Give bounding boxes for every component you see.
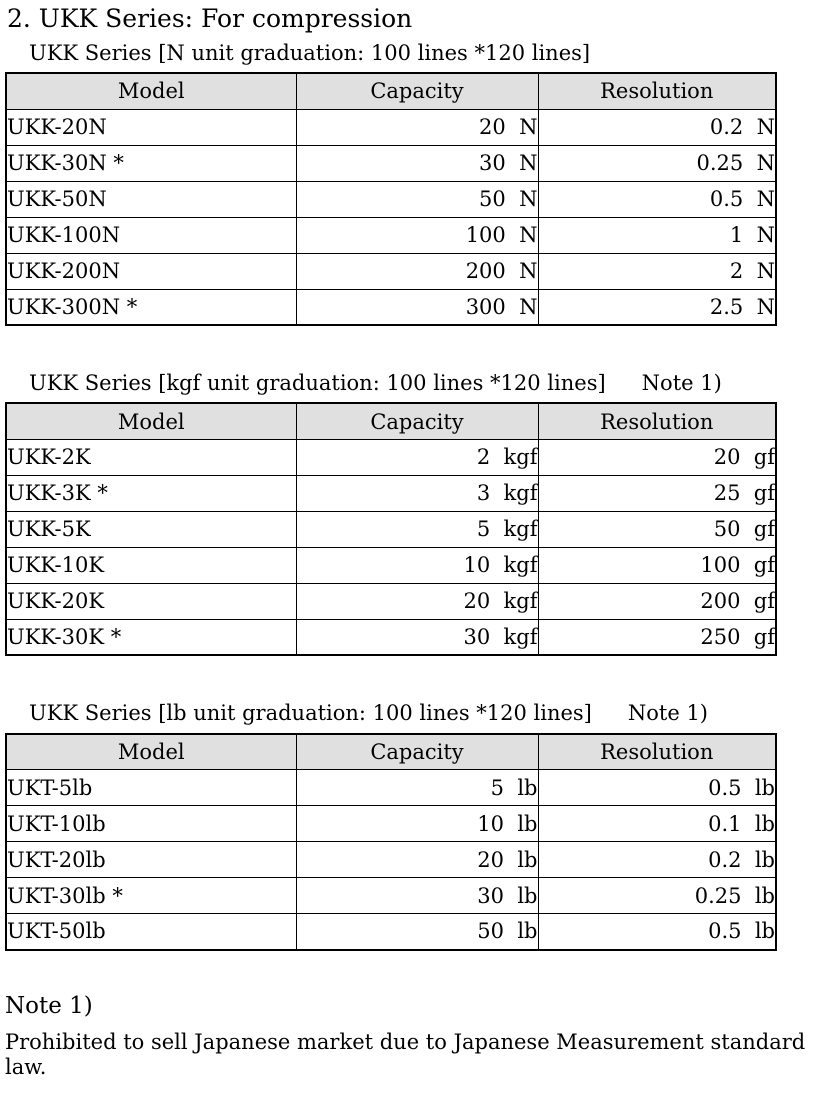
capacity-cell: 20 kgf [296,583,538,619]
capacity-cell: 100 N [296,217,538,253]
capacity-cell: 10 lb [296,806,538,842]
footnote-label: Note 1) [5,992,93,1019]
resolution-cell: 0.2 N [538,109,776,145]
capacity-cell: 30 lb [296,878,538,914]
model-cell: UKK-20N [6,109,296,145]
table-row [6,217,776,253]
column-header-capacity: Capacity [296,73,538,109]
capacity-cell: 50 lb [296,914,538,950]
table-row [6,770,776,806]
table-caption-n: UKK Series [N unit graduation: 100 lines *120 lines] [29,41,591,65]
footnote-text: Prohibited to sell Japanese market due to Japanese Measurement standard law. [5,1030,806,1080]
column-header-capacity: Capacity [296,403,538,439]
resolution-cell: 200 gf [538,583,776,619]
table-row [6,289,776,325]
table-row [6,842,776,878]
table-row [6,109,776,145]
column-header-resolution: Resolution [538,734,776,770]
resolution-cell: 0.5 N [538,181,776,217]
spec-table-lb-unit [5,733,777,951]
table-row [6,253,776,289]
resolution-cell: 50 gf [538,511,776,547]
model-cell: UKK-200N [6,253,296,289]
model-cell: UKK-5K [6,511,296,547]
table-header-row [6,403,776,439]
section-kgf-unit [5,371,807,656]
resolution-cell: 2.5 N [538,289,776,325]
spec-table-n-unit [5,72,777,326]
model-cell: UKK-3K * [6,475,296,511]
capacity-cell: 10 kgf [296,547,538,583]
capacity-cell: 30 N [296,145,538,181]
model-cell: UKT-30lb * [6,878,296,914]
table-caption-kgf: UKK Series [kgf unit graduation: 100 lines *120 lines] [29,371,606,396]
capacity-cell: 300 N [296,289,538,325]
model-cell: UKK-100N [6,217,296,253]
table-row [6,583,776,619]
model-cell: UKK-30N * [6,145,296,181]
model-cell: UKK-30K * [6,619,296,655]
capacity-cell: 50 N [296,181,538,217]
table-row [6,181,776,217]
resolution-cell: 0.5 lb [538,770,776,806]
column-header-model: Model [6,403,296,439]
resolution-cell: 250 gf [538,619,776,655]
table-caption-row-kgf [29,371,807,396]
column-header-resolution: Resolution [538,73,776,109]
table-header-row [6,73,776,109]
footnote [5,993,807,1081]
caption-note-ref-lb: Note 1) [627,701,709,726]
model-cell: UKK-2K [6,439,296,475]
model-cell: UKT-10lb [6,806,296,842]
resolution-cell: 0.2 lb [538,842,776,878]
table-row [6,547,776,583]
resolution-cell: 100 gf [538,547,776,583]
resolution-cell: 20 gf [538,439,776,475]
section-lb-unit [5,701,807,950]
resolution-cell: 0.5 lb [538,914,776,950]
resolution-cell: 0.1 lb [538,806,776,842]
capacity-cell: 5 lb [296,770,538,806]
spec-table-kgf-unit [5,402,777,656]
capacity-cell: 5 kgf [296,511,538,547]
model-cell: UKT-50lb [6,914,296,950]
table-caption-lb: UKK Series [lb unit graduation: 100 lines *120 lines] [29,701,592,726]
section-n-unit [5,41,807,326]
table-caption-row-lb [29,701,807,726]
column-header-resolution: Resolution [538,403,776,439]
table-caption-row-n [29,41,807,66]
resolution-cell: 25 gf [538,475,776,511]
resolution-cell: 2 N [538,253,776,289]
model-cell: UKT-5lb [6,770,296,806]
table-row [6,619,776,655]
table-header-row [6,734,776,770]
table-row [6,511,776,547]
resolution-cell: 0.25 lb [538,878,776,914]
capacity-cell: 2 kgf [296,439,538,475]
resolution-cell: 0.25 N [538,145,776,181]
model-cell: UKK-10K [6,547,296,583]
capacity-cell: 20 N [296,109,538,145]
table-row [6,878,776,914]
table-row [6,439,776,475]
table-row [6,806,776,842]
column-header-model: Model [6,734,296,770]
column-header-model: Model [6,73,296,109]
table-row [6,475,776,511]
model-cell: UKK-50N [6,181,296,217]
capacity-cell: 30 kgf [296,619,538,655]
caption-note-ref-kgf: Note 1) [641,371,722,396]
table-row [6,914,776,950]
resolution-cell: 1 N [538,217,776,253]
capacity-cell: 3 kgf [296,475,538,511]
capacity-cell: 20 lb [296,842,538,878]
model-cell: UKK-300N * [6,289,296,325]
page-title: 2. UKK Series: For compression [7,4,413,33]
model-cell: UKT-20lb [6,842,296,878]
model-cell: UKK-20K [6,583,296,619]
table-row [6,145,776,181]
capacity-cell: 200 N [296,253,538,289]
column-header-capacity: Capacity [296,734,538,770]
